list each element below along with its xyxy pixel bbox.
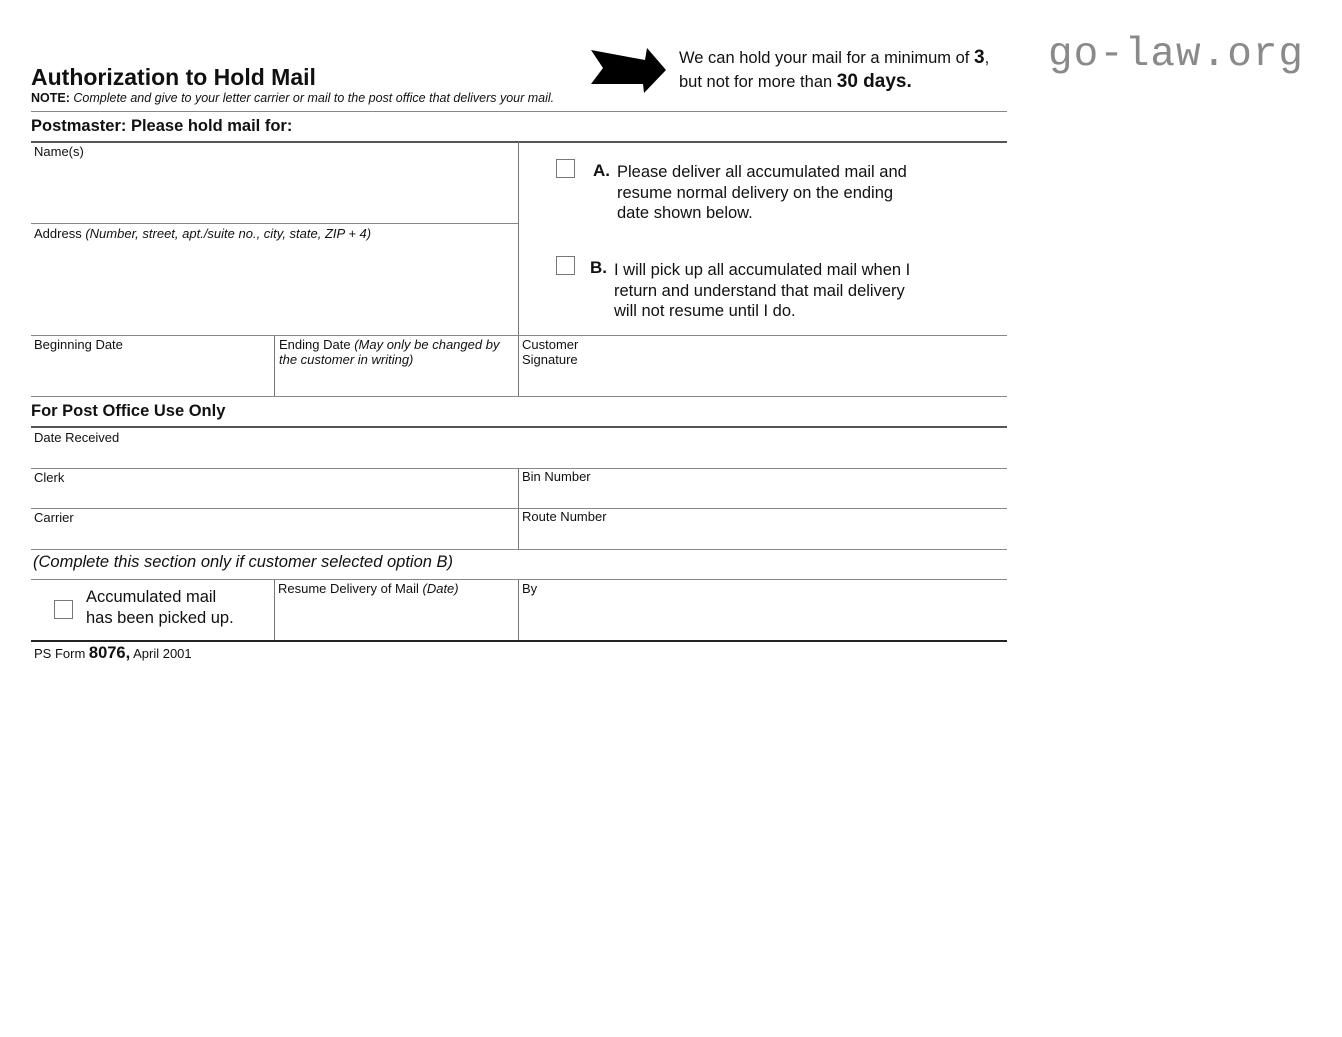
picked-up-text: Accumulated mail has been picked up. — [86, 588, 234, 627]
ending-date-label: Ending Date (May only be changed by the customer in writing) — [279, 337, 500, 367]
option-b-note: (Complete this section only if customer selected option B) — [33, 553, 454, 571]
note-label: NOTE: — [31, 91, 70, 105]
resume-delivery-field[interactable] — [275, 580, 518, 640]
ending-date-field[interactable] — [275, 336, 518, 396]
divider — [31, 640, 1007, 642]
note-text: Complete and give to your letter carrier or mail to the post office that delivers your mail. — [73, 91, 555, 105]
hold-info-line-2: but not for more than 30 days. — [679, 71, 912, 92]
right-arrow-icon — [589, 46, 669, 96]
carrier-field[interactable] — [31, 509, 518, 549]
by-label: By — [522, 581, 538, 596]
hold-info-line-1: We can hold your mail for a minimum of 3, — [679, 47, 990, 68]
option-a-letter: A. — [593, 161, 610, 180]
address-label: Address (Number, street, apt./suite no., city, state, ZIP + 4) — [34, 226, 372, 241]
bin-number-label: Bin Number — [522, 469, 591, 484]
max-days: 30 days. — [836, 71, 912, 92]
column-divider — [518, 468, 519, 549]
names-field[interactable] — [31, 143, 518, 223]
option-b-text: I will pick up all accumulated mail when I return and understand that mail delivery will not resume until I do. — [614, 261, 911, 320]
address-hint: (Number, street, apt./suite no., city, state, ZIP + 4) — [85, 226, 372, 241]
option-a-text: Please deliver all accumulated mail and resume normal delivery on the ending date shown below. — [617, 163, 907, 222]
beginning-date-label: Beginning Date — [34, 337, 123, 352]
form-note — [31, 91, 554, 105]
date-received-label: Date Received — [34, 430, 120, 445]
form-footer: PS Form 8076, April 2001 — [34, 644, 192, 662]
carrier-label: Carrier — [34, 510, 74, 525]
date-received-field[interactable] — [31, 428, 1007, 468]
customer-signature-field[interactable] — [519, 336, 1007, 396]
post-office-heading: For Post Office Use Only — [31, 402, 226, 420]
option-b-checkbox[interactable] — [556, 256, 575, 275]
divider — [31, 549, 1007, 550]
resume-delivery-label: Resume Delivery of Mail (Date) — [278, 581, 459, 596]
route-number-label: Route Number — [522, 509, 607, 524]
form-title: Authorization to Hold Mail — [31, 64, 316, 90]
divider — [31, 396, 1007, 397]
bin-number-field[interactable] — [519, 469, 1007, 508]
picked-up-checkbox[interactable] — [54, 600, 73, 619]
hold-duration-info — [679, 46, 989, 94]
address-field[interactable] — [31, 224, 518, 335]
beginning-date-field[interactable] — [31, 336, 274, 396]
clerk-field[interactable] — [31, 469, 518, 508]
names-label: Name(s) — [34, 144, 84, 159]
customer-section-heading: Postmaster: Please hold mail for: — [31, 117, 293, 135]
form-number: 8076, — [88, 644, 131, 662]
signature-label: Customer Signature — [522, 337, 579, 367]
watermark: go-law.org — [1048, 32, 1305, 78]
route-number-field[interactable] — [519, 509, 1007, 549]
divider — [31, 111, 1007, 112]
option-b-letter: B. — [590, 258, 607, 277]
option-a-checkbox[interactable] — [556, 159, 575, 178]
by-field[interactable] — [519, 580, 1007, 640]
min-days: 3 — [973, 47, 985, 68]
clerk-label: Clerk — [34, 470, 65, 485]
